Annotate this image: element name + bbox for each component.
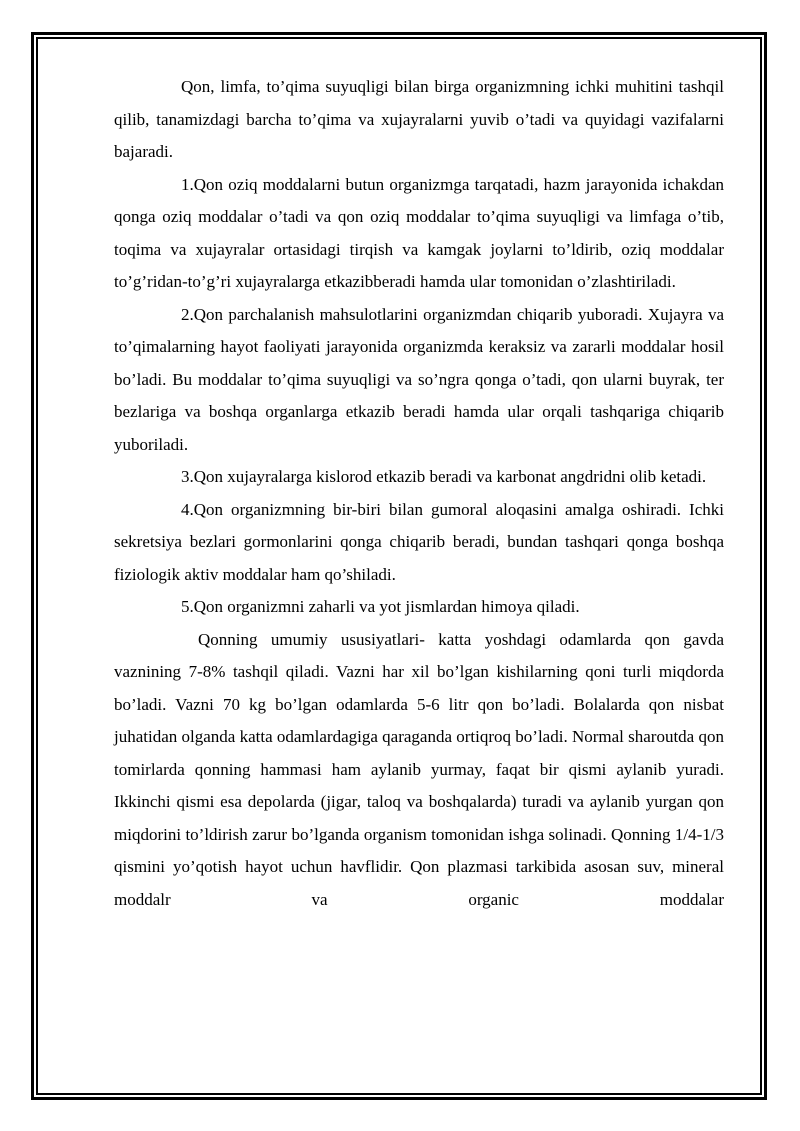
paragraph-function-5: 5.Qon organizmni zaharli va yot jismlardan himoya qiladi. bbox=[181, 597, 580, 616]
paragraph-intro: Qon, limfa, to’qima suyuqligi bilan birga organizmning ichki muhitini tashqil qilib, tanamizdagi barcha to’qima va xujayralarni yuvib o’tadi va quyidagi vazifalarni bajaradi. bbox=[114, 77, 724, 161]
paragraph-general-properties: Qonning umumiy ususiyatlari- katta yoshdagi odamlarda qon gavda vaznining 7-8% tashqil qiladi. Vazni har xil bo’lgan kishilarning qoni turli miqdorda bo’ladi. Vazni 70 kg bo’lgan odamlarda 5-6 litr qon bo’ladi. Bolalarda qon nisbat juhatidan olganda katta odamlardagiga qaraganda ortiqroq bo’ladi. Normal sharoutda qon tomirlarda qonning hammasi ham aylanib yurmay, faqat bir qismi aylanib yuradi. Ikkinchi qismi esa depolarda (jigar, taloq va boshqalarda) turadi va aylanib yurgan qon miqdorini to’ldirish zarur bo’lganda organism tomonidan ishga solinadi. Qonning 1/4-1/3 qismini yo’qotish hayot uchun havflidir. Qon plazmasi tarkibida asosan suv, mineral moddalr va organic moddalar bbox=[114, 629, 724, 909]
document-body bbox=[114, 71, 724, 916]
paragraph-function-1: 1.Qon oziq moddalarni butun organizmga tarqatadi, hazm jarayonida ichakdan qonga oziq moddalar o’tadi va qon oziq moddalar to’qima suyuqligi va limfaga o’tib, toqima va xujayralar ortasidagi tirqish va kamgak joylarni to’ldirib, oziq moddalar to’g’ridan-to’g’ri xujayralarga etkazibberadi hamda ular tomonidan o’zlashtiriladi. bbox=[114, 174, 724, 291]
paragraph-function-3: 3.Qon xujayralarga kislorod etkazib beradi va karbonat angdridni olib ketadi. bbox=[181, 467, 707, 486]
paragraph-function-2: 2.Qon parchalanish mahsulotlarini organizmdan chiqarib yuboradi. Xujayra va to’qimalarning hayot faoliyati jarayonida organizmda keraksiz va zararli moddalar hosil bo’ladi. Bu moddalar to’qima suyuqligi va so’ngra qonga o’tadi, qon ularni buyrak, ter bezlariga va boshqa organlarga etkazib beradi hamda ular orqali tashqariga chiqarib yuboriladi. bbox=[114, 304, 724, 454]
paragraph-function-4: 4.Qon organizmning bir-biri bilan gumoral aloqasini amalga oshiradi. Ichki sekretsiya bezlari gormonlarini qonga chiqarib beradi, bundan tashqari qonga boshqa fiziologik aktiv moddalar ham qo’shiladi. bbox=[114, 499, 724, 584]
